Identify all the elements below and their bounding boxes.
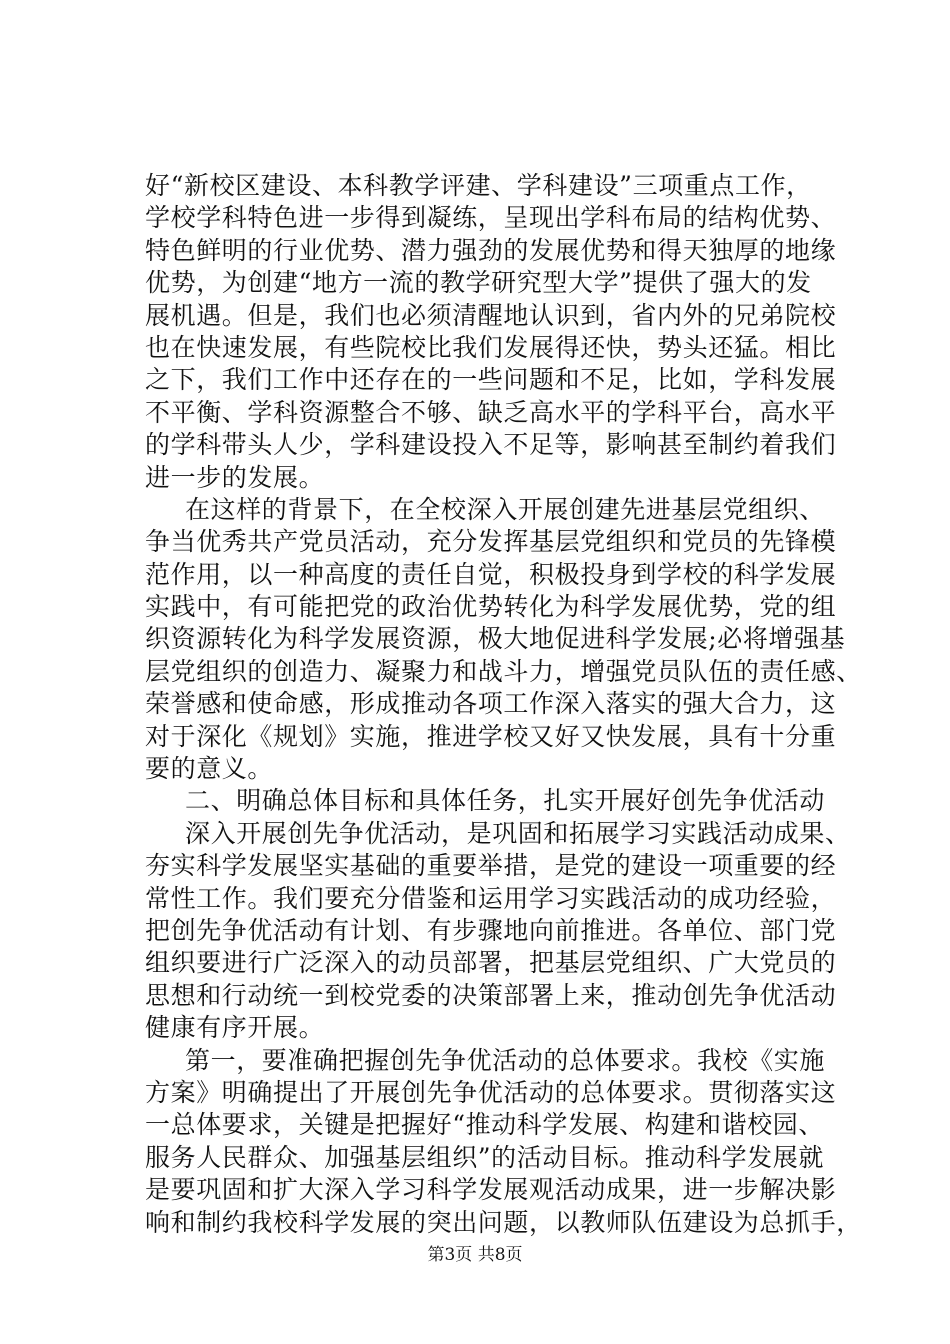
text-line: 深入开展创先争优活动，是巩固和拓展学习实践活动成果、 <box>185 818 851 848</box>
text-line: 第一，要准确把握创先争优活动的总体要求。我校《实施 <box>185 1045 826 1075</box>
text-line: 争当优秀共产党员活动，充分发挥基层党组织和党员的先锋模 <box>145 527 837 557</box>
page-number-label: 第3页 共8页 <box>427 1245 523 1265</box>
text-line: 在这样的背景下，在全校深入开展创建先进基层党组织、 <box>185 494 826 524</box>
text-line: 响和制约我校科学发展的突出问题，以教师队伍建设为总抓手， <box>145 1207 862 1237</box>
text-line: 范作用，以一种高度的责任自觉，积极投身到学校的科学发展 <box>145 559 837 589</box>
text-line: 学校学科特色进一步得到凝练，呈现出学科布局的结构优势、 <box>145 203 837 233</box>
text-line: 进一步的发展。 <box>145 462 325 492</box>
text-line: 要的意义。 <box>145 754 274 784</box>
text-line: 好“新校区建设、本科教学评建、学科建设”三项重点工作， <box>145 171 812 200</box>
text-line: 服务人民群众、加强基层组织”的活动目标。推动科学发展就 <box>145 1142 824 1172</box>
text-line: 对于深化《规划》实施，推进学校又好又快发展，具有十分重 <box>145 721 837 751</box>
text-line: 健康有序开展。 <box>145 1013 325 1043</box>
section-heading: 二、明确总体目标和具体任务，扎实开展好创先争优活动 <box>185 786 826 816</box>
text-line: 把创先争优活动有计划、有步骤地向前推进。各单位、部门党 <box>145 915 837 945</box>
text-line: 不平衡、学科资源整合不够、缺乏高水平的学科平台，高水平 <box>145 397 837 427</box>
text-line: 之下，我们工作中还存在的一些问题和不足，比如，学科发展 <box>145 365 837 395</box>
text-line: 的学科带头人少，学科建设投入不足等，影响甚至制约着我们 <box>145 430 837 460</box>
text-line: 组织要进行广泛深入的动员部署，把基层党组织、广大党员的 <box>145 948 837 978</box>
text-line: 也在快速发展，有些院校比我们发展得还快，势头还猛。相比 <box>145 332 837 362</box>
text-line: 是要巩固和扩大深入学习科学发展观活动成果，进一步解决影 <box>145 1175 837 1205</box>
text-line: 优势，为创建“地方一流的教学研究型大学”提供了强大的发 <box>145 268 812 298</box>
text-line: 特色鲜明的行业优势、潜力强劲的发展优势和得天独厚的地缘 <box>145 235 837 265</box>
text-line: 方案》明确提出了开展创先争优活动的总体要求。贯彻落实这 <box>145 1077 837 1107</box>
text-line: 夯实科学发展坚实基础的重要举措，是党的建设一项重要的经 <box>145 851 837 881</box>
text-line: 思想和行动统一到校党委的决策部署上来，推动创先争优活动 <box>145 980 837 1010</box>
text-line: 层党组织的创造力、凝聚力和战斗力，增强党员队伍的责任感、 <box>145 656 862 686</box>
text-line: 织资源转化为科学发展资源，极大地促进科学发展;必将增强基 <box>145 624 846 654</box>
text-line: 常性工作。我们要充分借鉴和运用学习实践活动的成功经验， <box>145 883 837 913</box>
text-line: 荣誉感和使命感，形成推动各项工作深入落实的强大合力，这 <box>145 689 837 719</box>
text-line: 一总体要求，关键是把握好“推动科学发展、构建和谐校园、 <box>145 1110 824 1140</box>
body-text <box>145 170 862 1239</box>
text-line: 展机遇。但是，我们也必须清醒地认识到，省内外的兄弟院校 <box>145 300 837 330</box>
text-line: 实践中，有可能把党的政治优势转化为科学发展优势，党的组 <box>145 592 837 622</box>
page-footer <box>0 1244 950 1266</box>
